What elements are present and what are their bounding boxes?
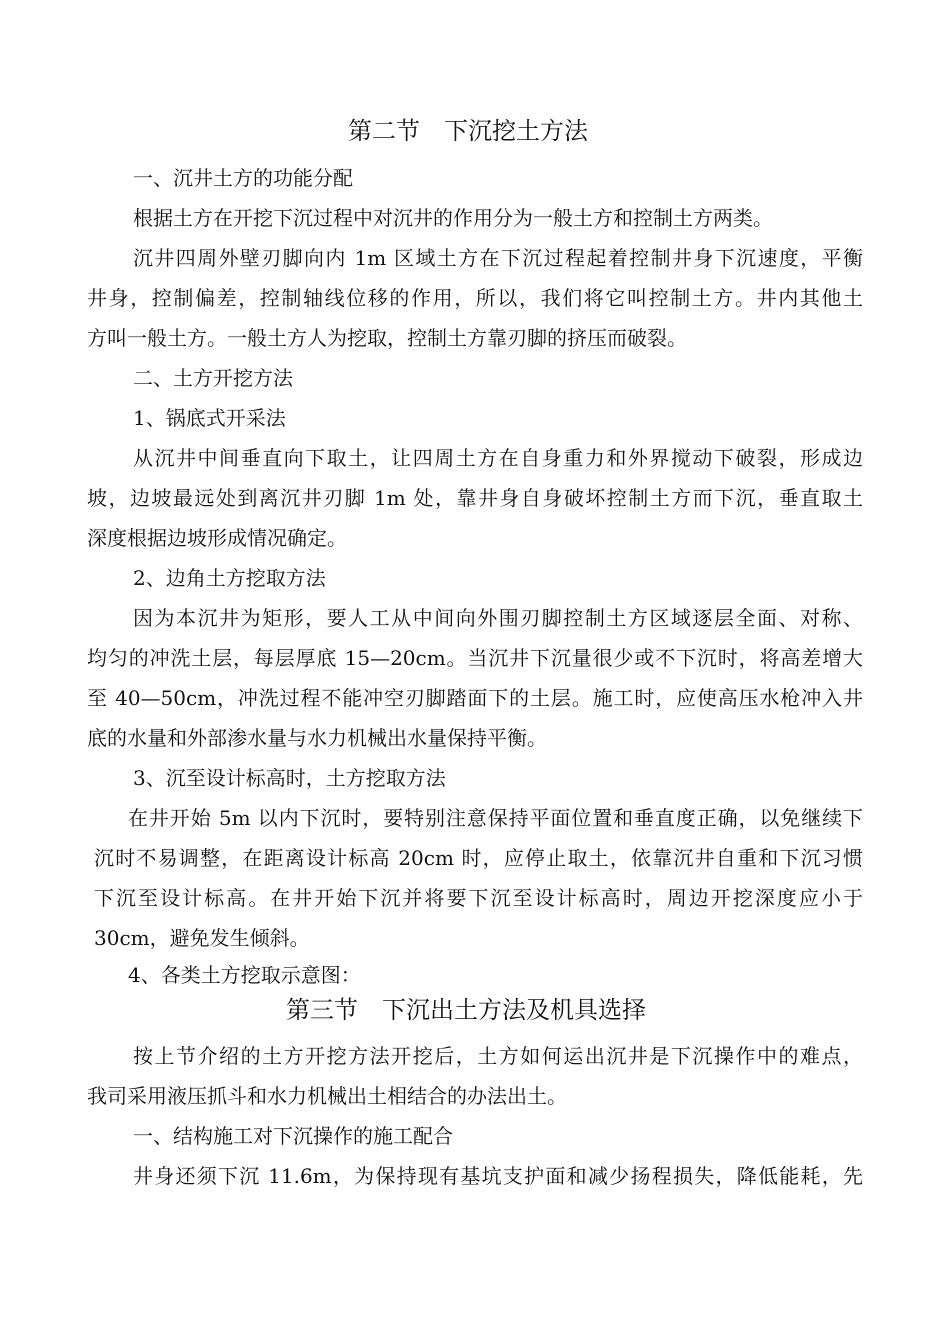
paragraph-pot-bottom-line-1: 从沉井中间垂直向下取土，让四周土方在自身重力和外界搅动下破裂，形成边 (133, 446, 863, 470)
paragraph-control-earth-line-2: 井身，控制偏差，控制轴线位移的作用，所以，我们将它叫控制土方。井内其他土 (87, 286, 863, 310)
section-3-title: 第三节 下沉出土方法及机具选择 (286, 996, 646, 1024)
paragraph-control-earth-line-3: 方叫一般土方。一般土方人为挖取，控制土方靠刃脚的挤压而破裂。 (87, 326, 687, 350)
paragraph-removal-line-2: 我司采用液压抓斗和水力机械出土相结合的办法出土。 (87, 1084, 567, 1108)
paragraph-corner-line-3: 至 40—50cm，冲洗过程不能冲空刃脚踏面下的土层。施工时，应使高压水枪冲入井 (87, 686, 863, 710)
paragraph-design-elevation-line-2: 沉时不易调整，在距离设计标高 20cm 时，应停止取土，依靠沉井自重和下沉习惯 (94, 846, 863, 870)
paragraph-corner-line-4: 底的水量和外部渗水量与水力机械出水量保持平衡。 (87, 726, 547, 750)
paragraph-design-elevation-line-4: 30cm，避免发生倾斜。 (94, 926, 310, 950)
paragraph-corner-line-2: 均匀的冲洗土层，每层厚底 15—20cm。当沉井下沉量很少或不下沉时，将高差增大 (87, 646, 863, 670)
paragraph-pot-bottom-line-3: 深度根据边坡形成情况确定。 (87, 526, 347, 550)
section-2-title: 第二节 下沉挖土方法 (348, 117, 588, 145)
heading-design-elevation-method: 3、沉至设计标高时，土方挖取方法 (133, 766, 446, 790)
paragraph-classification: 根据土方在开挖下沉过程中对沉井的作用分为一般土方和控制土方两类。 (133, 206, 773, 230)
heading-excavation-method: 二、土方开挖方法 (133, 366, 293, 390)
paragraph-sinking-line-1: 井身还须下沉 11.6m，为保持现有基坑支护面和减少扬程损失，降低能耗，先 (133, 1164, 863, 1188)
paragraph-pot-bottom-line-2: 坡，边坡最远处到离沉井刃脚 1m 处，靠井身自身破坏控制土方而下沉，垂直取土 (87, 486, 863, 510)
paragraph-control-earth-line-1: 沉井四周外壁刃脚向内 1m 区域土方在下沉过程起着控制井身下沉速度，平衡 (133, 246, 863, 270)
heading-schematic-diagram: 4、各类土方挖取示意图： (128, 963, 361, 987)
heading-corner-method: 2、边角土方挖取方法 (133, 566, 326, 590)
heading-structural-cooperation: 一、结构施工对下沉操作的施工配合 (133, 1124, 453, 1148)
paragraph-design-elevation-line-3: 下沉至设计标高。在井开始下沉并将要下沉至设计标高时，周边开挖深度应小于 (94, 886, 863, 910)
paragraph-corner-line-1: 因为本沉井为矩形，要人工从中间向外围刃脚控制土方区域逐层全面、对称、 (133, 606, 863, 630)
heading-pot-bottom-method: 1、锅底式开采法 (133, 406, 286, 430)
paragraph-removal-line-1: 按上节介绍的土方开挖方法开挖后，土方如何运出沉井是下沉操作中的难点， (133, 1044, 863, 1068)
heading-function-allocation: 一、沉井土方的功能分配 (133, 166, 353, 190)
paragraph-design-elevation-line-1: 在井开始 5m 以内下沉时，要特别注意保持平面位置和垂直度正确，以免继续下 (128, 806, 863, 830)
